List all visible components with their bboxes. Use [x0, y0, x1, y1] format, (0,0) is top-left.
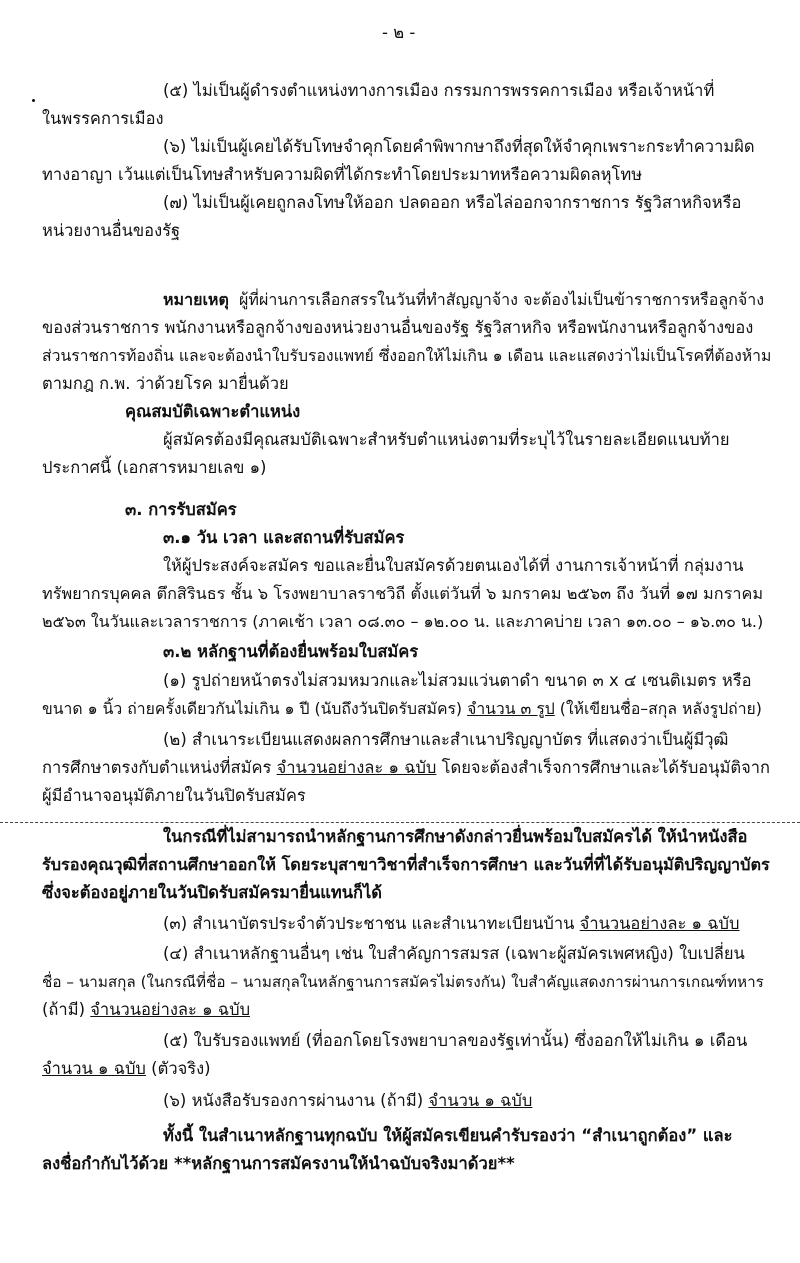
- item5-line1: (๕) ไม่เป็นผู้ดำรงตำแหน่งทางการเมือง กรรมการพรรคการเมือง หรือเจ้าหน้าที่: [163, 81, 715, 100]
- section3-heading: ๓. การรับสมัคร: [125, 500, 237, 519]
- doc2-note: โดยจะต้องสำเร็จการศึกษาและได้รับอนุมัติจาก: [436, 758, 770, 777]
- doc3-text: (๓) สำเนาบัตรประจำตัวประชาชน และสำเนาทะเบียนบ้าน: [163, 914, 580, 933]
- specific-line2: ประกาศนี้ (เอกสารหมายเลข ๑): [42, 458, 267, 477]
- doc6-line: [163, 1090, 532, 1112]
- specific-heading: คุณสมบัติเฉพาะตำแหน่ง: [125, 402, 301, 421]
- doc2-line2: [42, 757, 770, 779]
- specific-line1: ผู้สมัครต้องมีคุณสมบัติเฉพาะสำหรับตำแหน่งตามที่ระบุไว้ในรายละเอียดแนบท้าย: [163, 430, 730, 449]
- item7-line1: (๗) ไม่เป็นผู้เคยถูกลงโทษให้ออก ปลดออก หรือไล่ออกจากราชการ รัฐวิสาหกิจหรือ: [163, 193, 742, 212]
- item5-line2: ในพรรคการเมือง: [42, 109, 164, 128]
- item6-line1: (๖) ไม่เป็นผู้เคยได้รับโทษจำคุกโดยคำพิพากษาถึงที่สุดให้จำคุกเพราะกระทำความผิด: [163, 137, 755, 156]
- final-line2: ลงชื่อกำกับไว้ด้วย **หลักฐานการสมัครงานให้นำฉบับจริงมาด้วย**: [42, 1154, 515, 1173]
- note-text: ผู้ที่ผ่านการเลือกสรรในวันที่ทำสัญญาจ้าง จะต้องไม่เป็นข้าราชการหรือลูกจ้าง: [239, 290, 765, 309]
- note-line4: ตามกฎ ก.พ. ว่าด้วยโรค มายื่นด้วย: [42, 374, 289, 393]
- doc6-quantity: จำนวน ๑ ฉบับ: [428, 1091, 533, 1110]
- fold-divider: [0, 822, 800, 823]
- doc2-line1: (๒) สำเนาระเบียนแสดงผลการศึกษาและสำเนาปริญญาบัตร ที่แสดงว่าเป็นผู้มีวุฒิ: [163, 730, 729, 749]
- section3-2-heading: ๓.๒ หลักฐานที่ต้องยื่นพร้อมใบสมัคร: [163, 642, 419, 661]
- section3-1-heading: ๓.๑ วัน เวลา และสถานที่รับสมัคร: [163, 528, 405, 547]
- section3-1-line1: ให้ผู้ประสงค์จะสมัคร ขอและยื่นใบสมัครด้วยตนเองได้ที่ งานการเจ้าหน้าที่ กลุ่มงาน: [163, 556, 744, 575]
- case-line3: ซึ่งจะต้องอยู่ภายในวันปิดรับสมัครมายื่นแทนก็ได้: [42, 883, 382, 902]
- doc3-line: [163, 913, 739, 935]
- doc5-line2: [42, 1058, 211, 1080]
- doc4-text: (ถ้ามี): [42, 1000, 91, 1019]
- doc4-line2: ชื่อ – นามสกุล (ในกรณีที่ชื่อ – นามสกุลในหลักฐานการสมัครไม่ตรงกัน) ใบสำคัญแสดงการผ่านการเกณฑ์ทหาร: [42, 973, 764, 991]
- doc2-quantity: จำนวนอย่างละ ๑ ฉบับ: [276, 758, 437, 777]
- section3-1-line3: ๒๕๖๓ ในวันและเวลาราชการ (ภาคเช้า เวลา ๐๘.๓๐ – ๑๒.๐๐ น. และภาคบ่าย เวลา ๑๓.๐๐ – ๑๖.๓๐ น.): [42, 612, 764, 631]
- note-line2: ของส่วนราชการ พนักงานหรือลูกจ้างของหน่วยงานอื่นของรัฐ รัฐวิสาหกิจ หรือพนักงานหรือลูกจ้างของ: [42, 318, 754, 337]
- doc5-quantity: จำนวน ๑ ฉบับ: [42, 1059, 146, 1078]
- note-label: หมายเหตุ: [163, 290, 229, 309]
- item6-line2: ทางอาญา เว้นแต่เป็นโทษสำหรับความผิดที่ได้กระทำโดยประมาทหรือความผิดลหุโทษ: [42, 165, 643, 184]
- doc5-note: (ตัวจริง): [145, 1059, 211, 1078]
- item7-line2: หน่วยงานอื่นของรัฐ: [42, 221, 181, 240]
- doc1-line1: (๑) รูปถ่ายหน้าตรงไม่สวมหมวกและไม่สวมแว่นตาดำ ขนาด ๓ x ๔ เซนติเมตร หรือ: [163, 671, 752, 690]
- doc4-line3: [42, 999, 250, 1021]
- doc2-line3: ผู้มีอำนาจอนุมัติภายในวันปิดรับสมัคร: [42, 786, 306, 805]
- doc4-quantity: จำนวนอย่างละ ๑ ฉบับ: [90, 1000, 251, 1019]
- page-number: - ๒ -: [382, 23, 416, 42]
- section3-1-line2: ทรัพยากรบุคคล ตึกสิรินธร ชั้น ๖ โรงพยาบาลราชวิถี ตั้งแต่วันที่ ๖ มกราคม ๒๕๖๓ ถึง วันที่ ๑๗ มกราคม: [42, 584, 764, 603]
- doc1-text: ขนาด ๑ นิ้ว ถ่ายครั้งเดียวกันไม่เกิน ๑ ปี (นับถึงวันปิดรับสมัคร): [42, 699, 468, 718]
- doc2-text: การศึกษาตรงกับตำแหน่งที่สมัคร: [42, 758, 277, 777]
- note-line1: [163, 289, 764, 311]
- doc4-line1: (๔) สำเนาหลักฐานอื่นๆ เช่น ใบสำคัญการสมรส (เฉพาะผู้สมัครเพศหญิง) ใบเปลี่ยน: [163, 944, 745, 963]
- note-line3: ส่วนราชการท้องถิ่น และจะต้องนำใบรับรองแพทย์ ซึ่งออกให้ไม่เกิน ๑ เดือน และแสดงว่าไม่เป็นโรคที่ต้องห้าม: [42, 346, 772, 365]
- case-line2: รับรองคุณวุฒิที่สถานศึกษาออกให้ โดยระบุสาขาวิชาที่สำเร็จการศึกษา และวันที่ที่ได้รับอนุมัติปริญญาบัตร: [42, 855, 770, 874]
- doc5-line1: (๕) ใบรับรองแพทย์ (ที่ออกโดยโรงพยาบาลของรัฐเท่านั้น) ซึ่งออกให้ไม่เกิน ๑ เดือน: [163, 1031, 748, 1050]
- stray-mark: [32, 99, 35, 102]
- doc1-line2: [42, 698, 762, 720]
- case-line1: ในกรณีที่ไม่สามารถนำหลักฐานการศึกษาดังกล่าวยื่นพร้อมใบสมัครได้ ให้นำหนังสือ: [163, 827, 748, 846]
- final-line1: ทั้งนี้ ในสำเนาหลักฐานทุกฉบับ ให้ผู้สมัครเขียนคำรับรองว่า “สำเนาถูกต้อง” และ: [163, 1126, 733, 1145]
- doc1-quantity: จำนวน ๓ รูป: [467, 699, 555, 718]
- doc3-quantity: จำนวนอย่างละ ๑ ฉบับ: [579, 914, 740, 933]
- doc6-text: (๖) หนังสือรับรองการผ่านงาน (ถ้ามี): [163, 1091, 429, 1110]
- doc1-note: (ให้เขียนชื่อ–สกุล หลังรูปถ่าย): [554, 699, 762, 718]
